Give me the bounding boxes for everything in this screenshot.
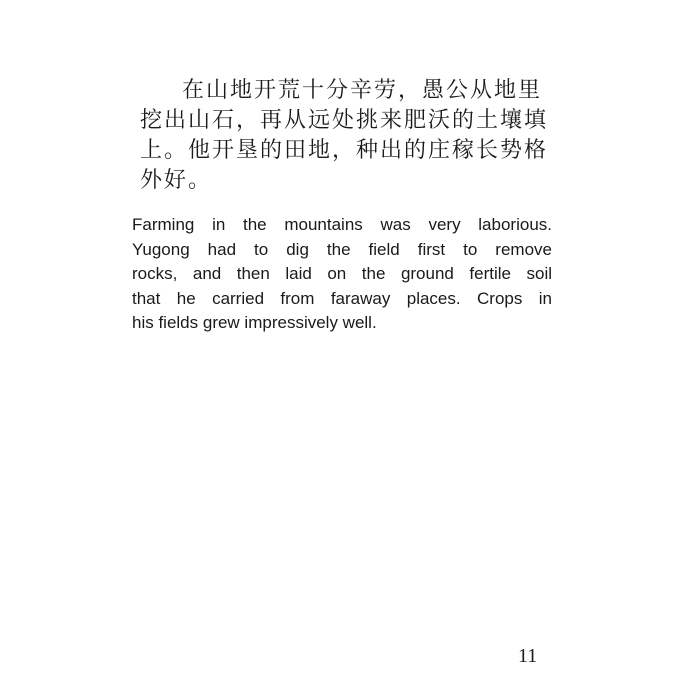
chinese-line: 上。他开垦的田地，种出的庄稼长势格 [140, 138, 549, 163]
chinese-line: 在山地开荒十分辛劳，愚公从地里 [182, 78, 543, 103]
chinese-paragraph [140, 76, 560, 196]
english-line: rocks, and then laid on the ground fertile soil [132, 264, 552, 283]
english-paragraph [132, 213, 552, 336]
english-line: that he carried from faraway places. Crops in [132, 288, 552, 308]
chinese-line: 外好。 [140, 168, 213, 193]
english-line: his fields grew impressively well. [132, 313, 377, 332]
chinese-line: 挖出山石，再从远处挑来肥沃的土壤填 [140, 108, 549, 133]
page-number: 11 [518, 645, 538, 667]
english-line: Farming in the mountains was very laborious. [132, 215, 552, 234]
english-line: Yugong had to dig the field first to remove [132, 239, 552, 259]
